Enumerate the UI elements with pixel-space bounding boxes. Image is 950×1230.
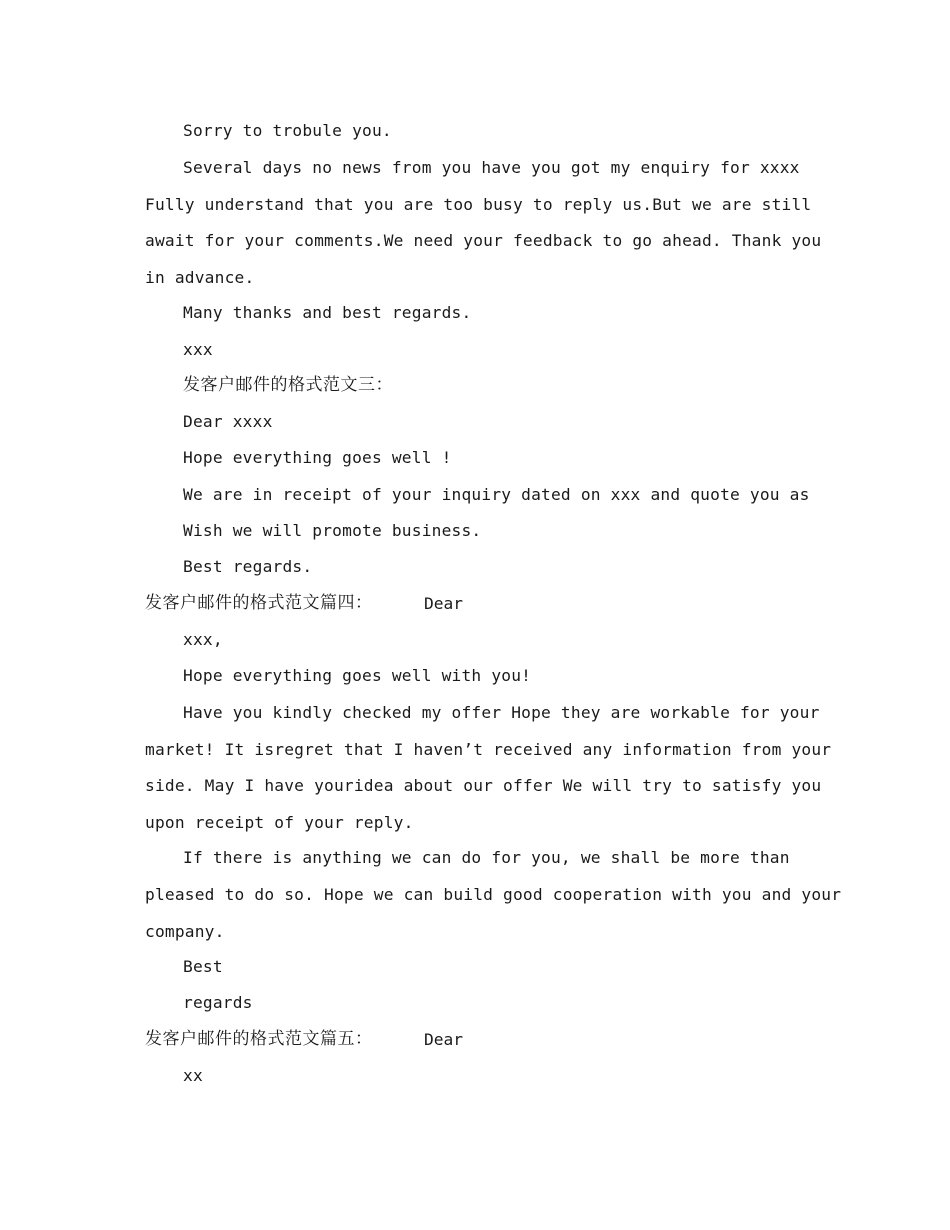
- text-line: Have you kindly checked my offer Hope they are workable for your: [183, 703, 820, 722]
- text-line: Wish we will promote business.: [183, 521, 482, 540]
- text-line: Best: [183, 957, 223, 976]
- text-line: side. May I have youridea about our offer We will try to satisfy you: [145, 776, 822, 795]
- section-heading: 发客户邮件的格式范文篇五：: [145, 1029, 373, 1049]
- section-heading: 发客户邮件的格式范文三：: [183, 375, 393, 395]
- text-line: await for your comments.We need your feedback to go ahead. Thank you: [145, 231, 822, 250]
- text-line: Hope everything goes well !: [183, 448, 452, 467]
- section-heading: 发客户邮件的格式范文篇四：: [145, 593, 373, 613]
- salutation: Dear: [424, 594, 463, 613]
- text-line: Hope everything goes well with you!: [183, 666, 532, 685]
- text-line: xxx,: [183, 630, 223, 649]
- text-line: market! It isregret that I haven’t received any information from your: [145, 740, 832, 759]
- signature-line: xxx: [183, 340, 213, 359]
- text-line: Fully understand that you are too busy to reply us.But we are still: [145, 195, 812, 214]
- text-line: regards: [183, 993, 253, 1012]
- text-line: If there is anything we can do for you, we shall be more than: [183, 848, 790, 867]
- text-line: Sorry to trobule you.: [183, 121, 392, 140]
- text-line: Dear xxxx: [183, 412, 273, 431]
- text-line: pleased to do so. Hope we can build good cooperation with you and your: [145, 885, 842, 904]
- text-line: in advance.: [145, 268, 255, 287]
- salutation: Dear: [424, 1030, 463, 1049]
- text-line: company.: [145, 922, 225, 941]
- text-line: Best regards.: [183, 557, 313, 576]
- text-line: upon receipt of your reply.: [145, 813, 414, 832]
- text-line: xx: [183, 1066, 203, 1085]
- text-line: We are in receipt of your inquiry dated on xxx and quote you as: [183, 485, 810, 504]
- text-line: Several days no news from you have you got my enquiry for xxxx: [183, 158, 800, 177]
- text-line: Many thanks and best regards.: [183, 303, 472, 322]
